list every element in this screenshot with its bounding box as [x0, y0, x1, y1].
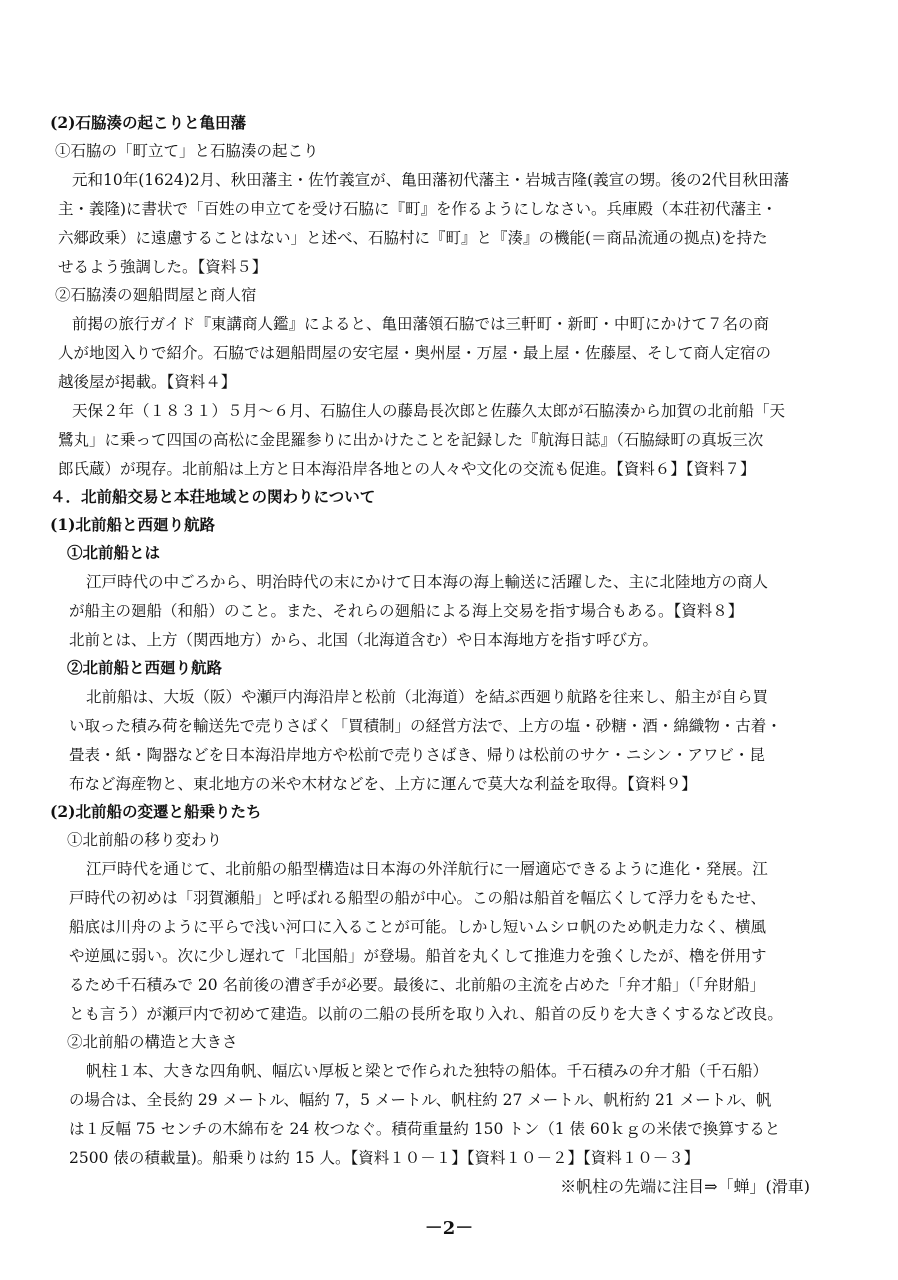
paragraph-line: 主・義隆)に書状で「百姓の申立てを受け石脇に『町』を作るようにしなさい。兵庫殿（本荘初代藩主・	[58, 200, 778, 218]
subsection-heading: ②石脇湊の廻船問屋と商人宿	[55, 286, 257, 304]
page-number: －2－	[424, 1218, 474, 1239]
paragraph-line: や逆風に弱い。次に少し遅れて「北国船」が登場。船首を丸くして推進力を強くしたが、櫓を併用す	[69, 947, 767, 965]
paragraph-line: 鷺丸」に乗って四国の高松に金毘羅参りに出かけたことを記録した『航海日誌』（石脇緑町の真坂三次	[58, 431, 764, 449]
paragraph-line: 六郷政乗）に遠慮することはない」と述べ、石脇村に『町』と『湊』の機能(＝商品流通の拠点)を持た	[58, 229, 768, 247]
paragraph-line: るため千石積みで 20 名前後の漕ぎ手が必要。最後に、北前船の主流を占めた「弁才船」（「弁財船」	[69, 976, 766, 994]
paragraph-line: 船底は川舟のように平らで浅い河口に入ることが可能。しかし短いムシロ帆のため帆走力なく、横風	[69, 918, 767, 936]
paragraph-line: 江戸時代の中ごろから、明治時代の末にかけて日本海の海上輸送に活躍した、主に北陸地方の商人	[86, 573, 769, 591]
note: ※帆柱の先端に注目⇒「蝉」(滑車)	[560, 1177, 810, 1196]
paragraph-line: 天保２年（１８３１）５月～６月、石脇住人の藤島長次郎と佐藤久太郎が石脇湊から加賀の北前船「天	[72, 402, 786, 420]
paragraph-line: 江戸時代を通じて、北前船の船型構造は日本海の外洋航行に一層適応できるように進化・発展。江	[86, 860, 768, 878]
paragraph-line: 帆柱１本、大きな四角帆、幅広い厚板と梁とで作られた独特の船体。千石積みの弁才船（千石船）	[86, 1062, 769, 1080]
section-heading: ４．北前船交易と本荘地域との関わりについて	[50, 487, 376, 506]
subsection-heading: ①石脇の「町立て」と石脇湊の起こり	[55, 142, 319, 160]
subsection-heading: ①北前船とは	[67, 543, 161, 562]
paragraph-line: 畳表・紙・陶器などを日本海沿岸地方や松前で売りさばき、帰りは松前のサケ・ニシン・アワビ・昆	[69, 746, 765, 764]
section-heading: (1)北前船と西廻り航路	[50, 515, 215, 534]
paragraph-line: せるよう強調した。【資料５】	[58, 258, 268, 276]
paragraph-line: 人が地図入りで紹介。石脇では廻船問屋の安宅屋・奥州屋・万屋・最上屋・佐藤屋、そして商人定宿の	[58, 344, 772, 362]
subsection-heading: ②北前船と西廻り航路	[67, 658, 223, 677]
paragraph-line: の場合は、全長約 29 メートル、幅約 7，5 メートル、帆柱約 27 メートル、帆桁約 21 メートル、帆	[69, 1091, 772, 1109]
paragraph-line: が船主の廻船（和船）のこと。また、それらの廻船による海上交易を指す場合もある。【資料８】	[69, 602, 744, 620]
paragraph-line: 郎氏蔵）が現存。北前船は上方と日本海沿岸各地との人々や文化の交流も促進。【資料６】【資料７】	[58, 460, 756, 478]
paragraph-line: 元和10年(1624)2月、秋田藩主・佐竹義宣が、亀田藩初代藩主・岩城吉隆(義宣の甥。後の2代目秋田藩	[72, 171, 790, 189]
paragraph-line: い取った積み荷を輸送先で売りさばく「買積制」の経営方法で、上方の塩・砂糖・酒・綿織物・古着・	[69, 717, 782, 735]
subsection-heading: ②北前船の構造と大きさ	[67, 1033, 238, 1051]
paragraph-line: 戸時代の初めは「羽賀瀬船」と呼ばれる船型の船が中心。この船は船首を幅広くして浮力をもたせ、	[69, 889, 767, 907]
section-heading: (2)北前船の変遷と船乗りたち	[50, 802, 262, 821]
paragraph-line: は１反幅 75 センチの木綿布を 24 枚つなぐ。積荷重量約 150 トン（1 俵 60ｋｇの米俵で換算すると	[69, 1120, 781, 1138]
subsection-heading: ①北前船の移り変わり	[67, 831, 223, 849]
paragraph-line: 越後屋が掲載。【資料４】	[58, 373, 237, 391]
paragraph-line: 北前とは、上方（関西地方）から、北国（北海道含む）や日本海地方を指す呼び方。	[69, 631, 659, 649]
section-heading: (2)石脇湊の起こりと亀田藩	[50, 113, 246, 132]
paragraph-line: 2500 俵の積載量)。船乗りは約 15 人。【資料１０－１】【資料１０－２】【資料１０－３】	[69, 1149, 700, 1167]
paragraph-line: 北前船は、大坂（阪）や瀬戸内海沿岸と松前（北海道）を結ぶ西廻り航路を往来し、船主が自ら買	[86, 688, 769, 706]
paragraph-line: とも言う）が瀬戸内で初めて建造。以前の二船の長所を取り入れ、船首の反りを大きくするなど改良。	[69, 1005, 783, 1023]
paragraph-line: 布など海産物と、東北地方の米や木材などを、上方に運んで莫大な利益を取得。【資料９】	[69, 775, 697, 793]
paragraph-line: 前掲の旅行ガイド『東講商人鑑』によると、亀田藩領石脇では三軒町・新町・中町にかけて７名の商	[72, 315, 770, 333]
